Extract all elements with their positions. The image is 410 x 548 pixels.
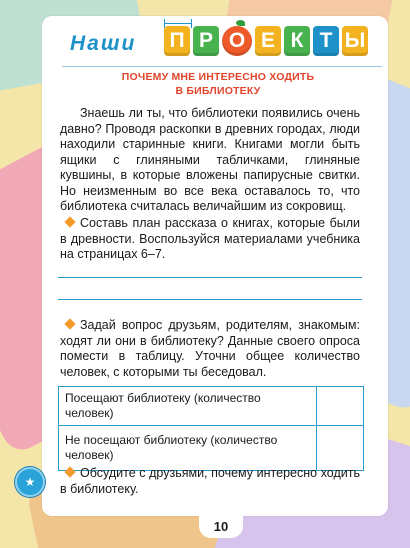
page-number: 10 [213,519,229,534]
task-text: Задай вопрос друзьям, родителям, знакомым: ходят ли они в библиотеку? Данные своего опроса помести в таблицу. Уточни общее количество человек, с которыми ты беседовал. [60,318,360,379]
header-rule [62,66,382,67]
task-paragraph [60,318,360,380]
stars-icon: ★ [15,467,45,497]
task-paragraph [60,216,360,263]
title-line: В БИБЛИОТЕКУ [175,85,261,97]
page-title [68,70,368,98]
header-tiles [164,26,368,56]
answer-line[interactable] [58,277,362,278]
header-tile: Е [255,26,281,56]
table-cell-label: Не посещают библиотеку (количество человек) [59,426,317,471]
header-tile: Т [313,26,339,56]
table-cell-label: Посещают библиотеку (количество человек) [59,387,317,426]
header-tile: Р [193,26,219,56]
task-paragraph [60,466,360,497]
table-cell-value[interactable] [317,426,364,471]
task-text: Обсудите с друзьями, почему интересно ходить в библиотеку. [60,466,360,496]
survey-table [58,386,364,471]
diamond-bullet-icon [64,318,75,329]
header-tile: О [222,26,252,56]
diamond-bullet-icon [64,216,75,227]
header-tile: П [164,26,190,56]
header-tile: Ы [342,26,368,56]
answer-line[interactable] [58,299,362,300]
table-cell-value[interactable] [317,387,364,426]
section-header [70,24,390,60]
title-line: ПОЧЕМУ МНЕ ИНТЕРЕСНО ХОДИТЬ [121,71,315,83]
header-tile: К [284,26,310,56]
diamond-bullet-icon [64,466,75,477]
intro-paragraph: Знаешь ли ты, что библиотеки появились очень давно? Проводя раскопки в древних городах, люди находили старинные книги. Книгами могли быть ящики с глиняными табличками, глиняные кувшины, в которые вложены папирусные свитки. Но неизменным во все века оставалось то, что библиотека считалась величайшим из сокровищ. [60,106,360,213]
task-text: Составь план рассказа о книгах, которые были в древности. Воспользуйся материалами учебника на страницах 6–7. [60,216,360,261]
table-row [59,387,364,426]
header-prefix: Наши [70,32,137,55]
table-row [59,426,364,471]
